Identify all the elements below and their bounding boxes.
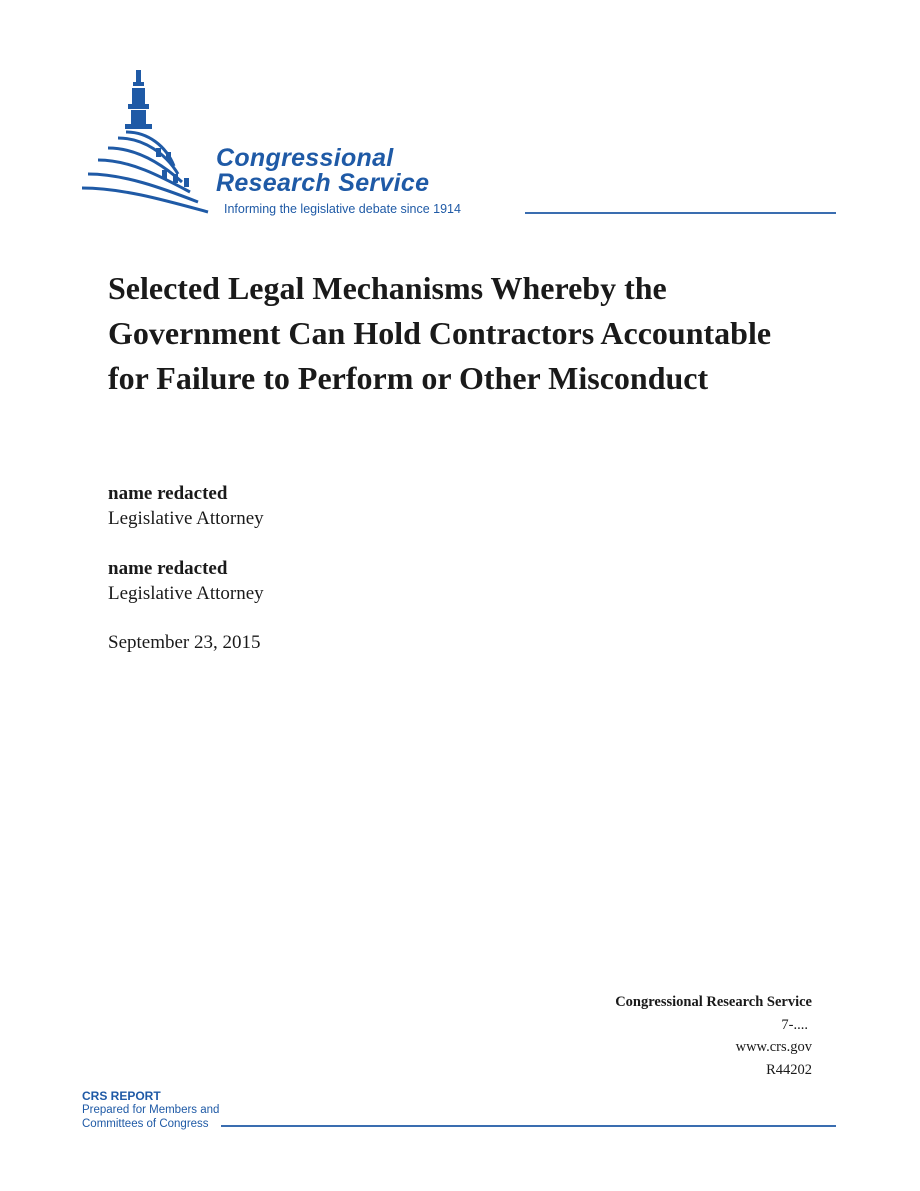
author-name: name redacted <box>108 558 228 579</box>
footer-line2: Committees of Congress <box>82 1118 209 1130</box>
tagline: Informing the legislative debate since 1914 <box>224 202 461 216</box>
crs-report-label: CRS REPORT <box>82 1089 161 1103</box>
report-website: www.crs.gov <box>735 1039 812 1055</box>
header-divider <box>525 212 836 214</box>
author-name: name redacted <box>108 483 228 504</box>
report-number: R44202 <box>766 1061 812 1078</box>
capitol-dome-icon <box>78 66 218 216</box>
organization-name-line2: Research Service <box>216 169 430 197</box>
crs-logo <box>78 66 838 226</box>
report-phone: 7-.... <box>781 1016 808 1033</box>
footer-divider <box>221 1125 836 1127</box>
author-role: Legislative Attorney <box>108 583 264 604</box>
organization-name-line1: Congressional <box>216 144 394 172</box>
author-block-2 <box>108 557 264 607</box>
report-organization: Congressional Research Service <box>615 994 812 1010</box>
report-date: September 23, 2015 <box>108 632 261 653</box>
footer-line1: Prepared for Members and <box>82 1104 220 1116</box>
organization-name <box>216 146 429 196</box>
author-role: Legislative Attorney <box>108 508 264 529</box>
crs-report-footer <box>82 1089 219 1131</box>
author-block-1 <box>108 482 264 532</box>
report-info <box>615 991 812 1081</box>
report-title: Selected Legal Mechanisms Whereby the Government Can Hold Contractors Accountable for Failure to Perform or Other Misconduct <box>108 270 772 396</box>
